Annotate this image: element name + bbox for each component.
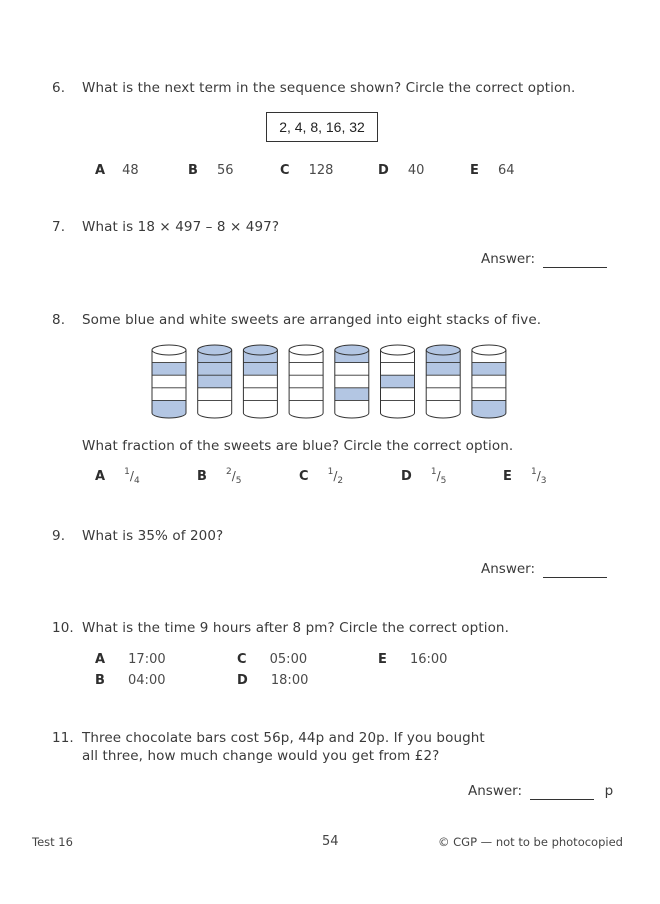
q8-option-e[interactable]: [503, 465, 547, 484]
white-sweet: [335, 400, 369, 413]
fraction: $^1/_3$: [530, 467, 547, 486]
white-sweet: [426, 400, 460, 413]
sweet-stacks: [152, 345, 506, 418]
stack-top: [381, 345, 415, 355]
q8-number: 8.: [52, 312, 66, 328]
blue-sweet: [472, 363, 506, 376]
white-sweet: [426, 375, 460, 388]
blue-sweet: [198, 363, 232, 376]
blue-sweet: [198, 375, 232, 388]
q8-subquestion: What fraction of the sweets are blue? Circle the correct option.: [82, 438, 514, 454]
q10-option-b[interactable]: [95, 669, 165, 688]
q6-option-c[interactable]: [280, 159, 333, 178]
sweet-stack: [198, 345, 232, 418]
q11-question-line1: Three chocolate bars cost 56p, 44p and 20p. If you bought: [82, 730, 485, 746]
stack-bottom: [381, 413, 415, 418]
q8-question: Some blue and white sweets are arranged into eight stacks of five.: [82, 312, 542, 328]
q8-option-c[interactable]: [299, 465, 343, 484]
denominator: 5: [440, 476, 447, 486]
q7-answer[interactable]: [481, 251, 607, 268]
sweet-stack: [426, 345, 460, 418]
denominator: 5: [235, 476, 242, 486]
answer-label: Answer:: [481, 251, 536, 267]
white-sweet: [381, 400, 415, 413]
answer-label: Answer:: [481, 561, 536, 577]
q9-answer[interactable]: [481, 561, 607, 578]
stack-top: [243, 345, 277, 355]
option-letter: A: [95, 469, 106, 484]
white-sweet: [335, 363, 369, 376]
sweet-stack: [335, 345, 369, 418]
option-letter: E: [470, 163, 479, 178]
q10-option-d[interactable]: [237, 669, 308, 688]
white-sweet: [289, 363, 323, 376]
denominator: 3: [540, 476, 547, 486]
stack-bottom: [472, 413, 506, 418]
q8-option-b[interactable]: [197, 465, 242, 484]
option-letter: D: [237, 673, 248, 688]
white-sweet: [289, 375, 323, 388]
blue-sweet: [381, 375, 415, 388]
q6-question: What is the next term in the sequence shown? Circle the correct option.: [82, 80, 576, 96]
option-value: 56: [217, 163, 234, 178]
option-letter: C: [280, 163, 290, 178]
blue-sweet: [243, 363, 277, 376]
q10-option-e[interactable]: [378, 648, 447, 667]
stack-top: [426, 345, 460, 355]
q6-option-e[interactable]: [470, 159, 515, 178]
stack-bottom: [152, 413, 186, 418]
sweet-stacks-figure: [140, 342, 520, 422]
white-sweet: [381, 363, 415, 376]
numerator: 1: [124, 467, 130, 477]
q8-option-a[interactable]: [95, 465, 140, 484]
option-letter: A: [95, 163, 106, 178]
q6-number: 6.: [52, 80, 66, 96]
numerator: 1: [430, 467, 437, 477]
denominator: 4: [133, 476, 140, 486]
fraction: $^1/_4$: [124, 467, 140, 486]
stack-bottom: [335, 413, 369, 418]
stack-bottom: [426, 413, 460, 418]
q11-number: 11.: [52, 730, 74, 746]
white-sweet: [152, 388, 186, 401]
q9-question: What is 35% of 200?: [82, 528, 224, 544]
white-sweet: [289, 400, 323, 413]
white-sweet: [426, 388, 460, 401]
stack-bottom: [289, 413, 323, 418]
q6-option-b[interactable]: [188, 159, 234, 178]
white-sweet: [198, 388, 232, 401]
q7-number: 7.: [52, 219, 66, 235]
q8-option-d[interactable]: [401, 465, 446, 484]
option-letter: B: [188, 163, 198, 178]
answer-line[interactable]: [543, 561, 607, 578]
white-sweet: [243, 388, 277, 401]
option-letter: D: [401, 469, 412, 484]
footer-copyright: © CGP — not to be photocopied: [438, 835, 623, 849]
answer-line[interactable]: [530, 783, 594, 800]
denominator: 2: [337, 476, 344, 486]
numerator: 2: [226, 467, 232, 477]
option-value: 64: [497, 163, 515, 178]
sweet-stack: [243, 345, 277, 418]
blue-sweet: [152, 363, 186, 376]
sweet-stack: [381, 345, 415, 418]
answer-label: Answer:: [468, 783, 523, 799]
white-sweet: [243, 400, 277, 413]
option-value: 40: [407, 163, 425, 178]
q10-option-c[interactable]: [237, 648, 307, 667]
option-letter: E: [378, 652, 387, 667]
white-sweet: [472, 388, 506, 401]
stack-bottom: [198, 413, 232, 418]
fraction: $^1/_5$: [430, 467, 447, 486]
q9-number: 9.: [52, 528, 66, 544]
sweet-stack: [472, 345, 506, 418]
answer-line[interactable]: [543, 251, 607, 268]
white-sweet: [243, 375, 277, 388]
fraction: $^2/_5$: [226, 467, 242, 486]
option-value: 48: [122, 163, 139, 178]
blue-sweet: [152, 400, 186, 413]
stack-top: [335, 345, 369, 355]
option-value: 17:00: [128, 652, 166, 667]
numerator: 1: [530, 467, 537, 477]
white-sweet: [381, 388, 415, 401]
white-sweet: [472, 375, 506, 388]
q11-question-line2: all three, how much change would you get from £2?: [82, 748, 440, 764]
option-value: 04:00: [128, 673, 166, 688]
stack-bottom: [243, 413, 277, 418]
option-letter: C: [237, 652, 247, 667]
option-value: 05:00: [269, 652, 308, 667]
sequence-box: 2, 4, 8, 16, 32: [266, 112, 378, 142]
white-sweet: [152, 375, 186, 388]
option-letter: D: [378, 163, 389, 178]
blue-sweet: [335, 388, 369, 401]
footer-page-number: 54: [322, 834, 339, 849]
footer-test-label: Test 16: [32, 835, 73, 849]
option-letter: C: [299, 469, 309, 484]
q6-option-d[interactable]: [378, 159, 424, 178]
option-value: 16:00: [409, 652, 448, 667]
white-sweet: [335, 375, 369, 388]
stack-top: [472, 345, 506, 355]
white-sweet: [289, 388, 323, 401]
sweet-stack: [152, 345, 186, 418]
sweet-stack: [289, 345, 323, 418]
blue-sweet: [472, 400, 506, 413]
q7-question: What is 18 × 497 – 8 × 497?: [82, 219, 280, 235]
stack-top: [289, 345, 323, 355]
numerator: 1: [327, 467, 334, 477]
q10-number: 10.: [52, 620, 74, 636]
q10-question: What is the time 9 hours after 8 pm? Circle the correct option.: [82, 620, 509, 636]
stack-top: [152, 345, 186, 355]
option-letter: B: [95, 673, 105, 688]
stack-top: [198, 345, 232, 355]
option-letter: E: [503, 469, 512, 484]
fraction: $^1/_2$: [327, 467, 344, 486]
q6-option-a[interactable]: [95, 159, 139, 178]
option-letter: A: [95, 652, 106, 667]
white-sweet: [198, 400, 232, 413]
answer-unit: p: [604, 783, 614, 799]
q11-answer[interactable]: [468, 783, 613, 800]
option-letter: B: [197, 469, 207, 484]
option-value: 18:00: [270, 673, 309, 688]
q10-option-a[interactable]: [95, 648, 166, 667]
option-value: 128: [308, 163, 334, 178]
blue-sweet: [426, 363, 460, 376]
